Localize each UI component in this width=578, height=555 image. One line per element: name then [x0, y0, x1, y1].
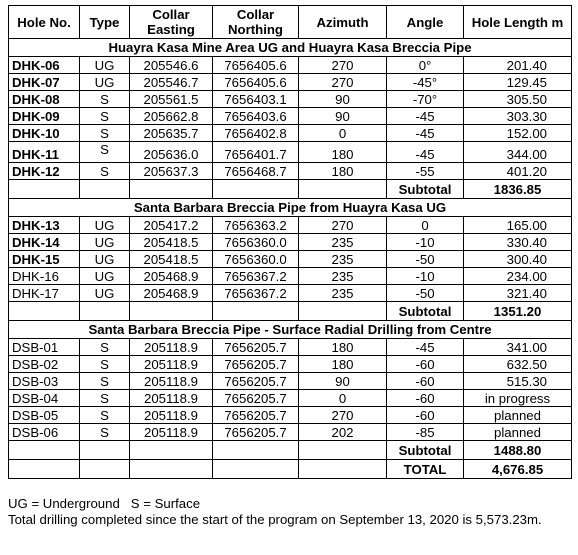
easting-cell: 205118.9 — [130, 424, 213, 441]
angle-cell: -60 — [387, 373, 464, 390]
northing-cell: 7656402.8 — [213, 125, 299, 142]
easting-cell: 205418.5 — [130, 251, 213, 268]
subtotal-value: 1488.80 — [464, 441, 572, 460]
type-cell: S — [80, 356, 130, 373]
hole-id-cell: DSB-03 — [9, 373, 80, 390]
northing-cell: 7656205.7 — [213, 407, 299, 424]
subtotal-row — [9, 302, 572, 321]
easting-cell: 205418.5 — [130, 234, 213, 251]
angle-cell: -50 — [387, 285, 464, 302]
angle-cell: -60 — [387, 407, 464, 424]
table-row — [9, 57, 572, 74]
hole-id-cell: DSB-05 — [9, 407, 80, 424]
easting-cell: 205636.0 — [130, 142, 213, 163]
table-row — [9, 373, 572, 390]
type-cell: S — [80, 142, 130, 163]
angle-cell: -45 — [387, 142, 464, 163]
table-row — [9, 163, 572, 180]
hole-length-cell: in progress — [464, 390, 572, 407]
easting-cell: 205118.9 — [130, 407, 213, 424]
hole-length-cell: 515.30 — [464, 373, 572, 390]
total-row — [9, 460, 572, 479]
easting-cell: 205417.2 — [130, 217, 213, 234]
type-cell: S — [80, 339, 130, 356]
table-row — [9, 91, 572, 108]
northing-cell: 7656367.2 — [213, 268, 299, 285]
subtotal-blank-cell — [299, 441, 387, 460]
subtotal-blank-cell — [9, 302, 80, 321]
hole-id-cell: DHK-14 — [9, 234, 80, 251]
hole-length-cell: 305.50 — [464, 91, 572, 108]
table-row — [9, 390, 572, 407]
hole-id-cell: DSB-02 — [9, 356, 80, 373]
northing-cell: 7656363.2 — [213, 217, 299, 234]
hole-length-cell: 201.40 — [464, 57, 572, 74]
angle-cell: -60 — [387, 390, 464, 407]
table-row — [9, 407, 572, 424]
drill-hole-table — [8, 5, 572, 479]
type-cell: S — [80, 91, 130, 108]
table-row — [9, 268, 572, 285]
table-row — [9, 251, 572, 268]
azimuth-cell: 90 — [299, 373, 387, 390]
table-notes — [8, 496, 573, 528]
hole-id-cell: DSB-04 — [9, 390, 80, 407]
subtotal-blank-cell — [130, 302, 213, 321]
hole-length-cell: 300.40 — [464, 251, 572, 268]
table-row — [9, 108, 572, 125]
hole-length-cell: 330.40 — [464, 234, 572, 251]
header-hole-length: Hole Length m — [464, 6, 572, 39]
type-cell: S — [80, 390, 130, 407]
total-value: 4,676.85 — [464, 460, 572, 479]
subtotal-blank-cell — [130, 441, 213, 460]
hole-length-cell: 401.20 — [464, 163, 572, 180]
northing-cell: 7656403.6 — [213, 108, 299, 125]
type-cell: S — [80, 424, 130, 441]
subtotal-blank-cell — [213, 302, 299, 321]
drilling-summary: Total drilling completed since the start of the program on September 13, 2020 is 5,573.23m. — [8, 512, 542, 527]
table-row — [9, 339, 572, 356]
section-title: Santa Barbara Breccia Pipe - Surface Radial Drilling from Centre — [9, 321, 572, 339]
northing-cell: 7656405.6 — [213, 74, 299, 91]
northing-cell: 7656401.7 — [213, 142, 299, 163]
total-blank-cell — [80, 460, 130, 479]
angle-cell: -45° — [387, 74, 464, 91]
easting-cell: 205561.5 — [130, 91, 213, 108]
total-blank-cell — [213, 460, 299, 479]
hole-length-cell: 341.00 — [464, 339, 572, 356]
azimuth-cell: 235 — [299, 251, 387, 268]
table-row — [9, 424, 572, 441]
angle-cell: -85 — [387, 424, 464, 441]
azimuth-cell: 180 — [299, 339, 387, 356]
subtotal-blank-cell — [80, 180, 130, 199]
azimuth-cell: 235 — [299, 268, 387, 285]
table-body — [9, 39, 572, 460]
easting-cell: 205635.7 — [130, 125, 213, 142]
subtotal-label: Subtotal — [387, 302, 464, 321]
azimuth-cell: 0 — [299, 125, 387, 142]
hole-length-cell: planned — [464, 407, 572, 424]
azimuth-cell: 180 — [299, 142, 387, 163]
hole-id-cell: DSB-06 — [9, 424, 80, 441]
hole-length-cell: 165.00 — [464, 217, 572, 234]
hole-id-cell: DHK-12 — [9, 163, 80, 180]
angle-cell: -70° — [387, 91, 464, 108]
azimuth-cell: 90 — [299, 91, 387, 108]
type-cell: S — [80, 163, 130, 180]
hole-id-cell: DHK-15 — [9, 251, 80, 268]
type-cell: UG — [80, 251, 130, 268]
angle-cell: -55 — [387, 163, 464, 180]
table-header-row — [9, 6, 572, 39]
header-collar-northing: Collar Northing — [213, 6, 299, 39]
type-cell: S — [80, 373, 130, 390]
subtotal-blank-cell — [9, 441, 80, 460]
header-collar-easting: Collar Easting — [130, 6, 213, 39]
table-row — [9, 234, 572, 251]
subtotal-row — [9, 441, 572, 460]
subtotal-blank-cell — [80, 302, 130, 321]
table-row — [9, 74, 572, 91]
azimuth-cell: 270 — [299, 217, 387, 234]
northing-cell: 7656403.1 — [213, 91, 299, 108]
total-blank-cell — [9, 460, 80, 479]
hole-length-cell: 344.00 — [464, 142, 572, 163]
northing-cell: 7656205.7 — [213, 373, 299, 390]
hole-id-cell: DHK-16 — [9, 268, 80, 285]
angle-cell: -50 — [387, 251, 464, 268]
type-cell: S — [80, 125, 130, 142]
azimuth-cell: 270 — [299, 74, 387, 91]
hole-id-cell: DSB-01 — [9, 339, 80, 356]
northing-cell: 7656367.2 — [213, 285, 299, 302]
easting-cell: 205118.9 — [130, 356, 213, 373]
section-title-row — [9, 199, 572, 217]
angle-cell: -10 — [387, 268, 464, 285]
subtotal-blank-cell — [130, 180, 213, 199]
easting-cell: 205546.7 — [130, 74, 213, 91]
total-label: TOTAL — [387, 460, 464, 479]
angle-cell: -45 — [387, 339, 464, 356]
type-cell: UG — [80, 234, 130, 251]
hole-id-cell: DHK-11 — [9, 142, 80, 163]
section-title-row — [9, 321, 572, 339]
azimuth-cell: 270 — [299, 57, 387, 74]
type-cell: UG — [80, 285, 130, 302]
subtotal-blank-cell — [299, 180, 387, 199]
subtotal-label: Subtotal — [387, 180, 464, 199]
easting-cell: 205662.8 — [130, 108, 213, 125]
hole-id-cell: DHK-13 — [9, 217, 80, 234]
northing-cell: 7656205.7 — [213, 390, 299, 407]
subtotal-blank-cell — [213, 180, 299, 199]
table-row — [9, 142, 572, 163]
azimuth-cell: 180 — [299, 163, 387, 180]
subtotal-blank-cell — [80, 441, 130, 460]
type-cell: UG — [80, 217, 130, 234]
easting-cell: 205637.3 — [130, 163, 213, 180]
table-row — [9, 285, 572, 302]
northing-cell: 7656360.0 — [213, 251, 299, 268]
angle-cell: 0 — [387, 217, 464, 234]
angle-cell: 0° — [387, 57, 464, 74]
azimuth-cell: 235 — [299, 285, 387, 302]
type-cell: S — [80, 407, 130, 424]
angle-cell: -45 — [387, 108, 464, 125]
azimuth-cell: 180 — [299, 356, 387, 373]
azimuth-cell: 270 — [299, 407, 387, 424]
subtotal-label: Subtotal — [387, 441, 464, 460]
azimuth-cell: 202 — [299, 424, 387, 441]
type-legend: UG = Underground S = Surface — [8, 496, 201, 511]
type-cell: UG — [80, 74, 130, 91]
easting-cell: 205118.9 — [130, 373, 213, 390]
hole-id-cell: DHK-10 — [9, 125, 80, 142]
hole-length-cell: 152.00 — [464, 125, 572, 142]
angle-cell: -45 — [387, 125, 464, 142]
subtotal-blank-cell — [9, 180, 80, 199]
subtotal-value: 1351.20 — [464, 302, 572, 321]
angle-cell: -10 — [387, 234, 464, 251]
northing-cell: 7656205.7 — [213, 339, 299, 356]
hole-id-cell: DHK-06 — [9, 57, 80, 74]
hole-length-cell: 632.50 — [464, 356, 572, 373]
section-title: Huayra Kasa Mine Area UG and Huayra Kasa Breccia Pipe — [9, 39, 572, 57]
hole-length-cell: planned — [464, 424, 572, 441]
section-title: Santa Barbara Breccia Pipe from Huayra Kasa UG — [9, 199, 572, 217]
hole-length-cell: 303.30 — [464, 108, 572, 125]
northing-cell: 7656468.7 — [213, 163, 299, 180]
header-azimuth: Azimuth — [299, 6, 387, 39]
easting-cell: 205118.9 — [130, 339, 213, 356]
hole-length-cell: 321.40 — [464, 285, 572, 302]
easting-cell: 205546.6 — [130, 57, 213, 74]
section-title-row — [9, 39, 572, 57]
hole-id-cell: DHK-09 — [9, 108, 80, 125]
type-cell: UG — [80, 268, 130, 285]
hole-id-cell: DHK-17 — [9, 285, 80, 302]
hole-id-cell: DHK-08 — [9, 91, 80, 108]
easting-cell: 205468.9 — [130, 285, 213, 302]
hole-id-cell: DHK-07 — [9, 74, 80, 91]
northing-cell: 7656205.7 — [213, 356, 299, 373]
azimuth-cell: 90 — [299, 108, 387, 125]
table-row — [9, 217, 572, 234]
subtotal-blank-cell — [213, 441, 299, 460]
easting-cell: 205468.9 — [130, 268, 213, 285]
header-type: Type — [80, 6, 130, 39]
subtotal-value: 1836.85 — [464, 180, 572, 199]
subtotal-blank-cell — [299, 302, 387, 321]
type-cell: UG — [80, 57, 130, 74]
header-hole-no: Hole No. — [9, 6, 80, 39]
azimuth-cell: 235 — [299, 234, 387, 251]
total-blank-cell — [130, 460, 213, 479]
subtotal-row — [9, 180, 572, 199]
hole-length-cell: 234.00 — [464, 268, 572, 285]
table-row — [9, 356, 572, 373]
northing-cell: 7656405.6 — [213, 57, 299, 74]
northing-cell: 7656360.0 — [213, 234, 299, 251]
angle-cell: -60 — [387, 356, 464, 373]
type-cell: S — [80, 108, 130, 125]
azimuth-cell: 0 — [299, 390, 387, 407]
table-row — [9, 125, 572, 142]
hole-length-cell: 129.45 — [464, 74, 572, 91]
total-blank-cell — [299, 460, 387, 479]
header-angle: Angle — [387, 6, 464, 39]
easting-cell: 205118.9 — [130, 390, 213, 407]
northing-cell: 7656205.7 — [213, 424, 299, 441]
